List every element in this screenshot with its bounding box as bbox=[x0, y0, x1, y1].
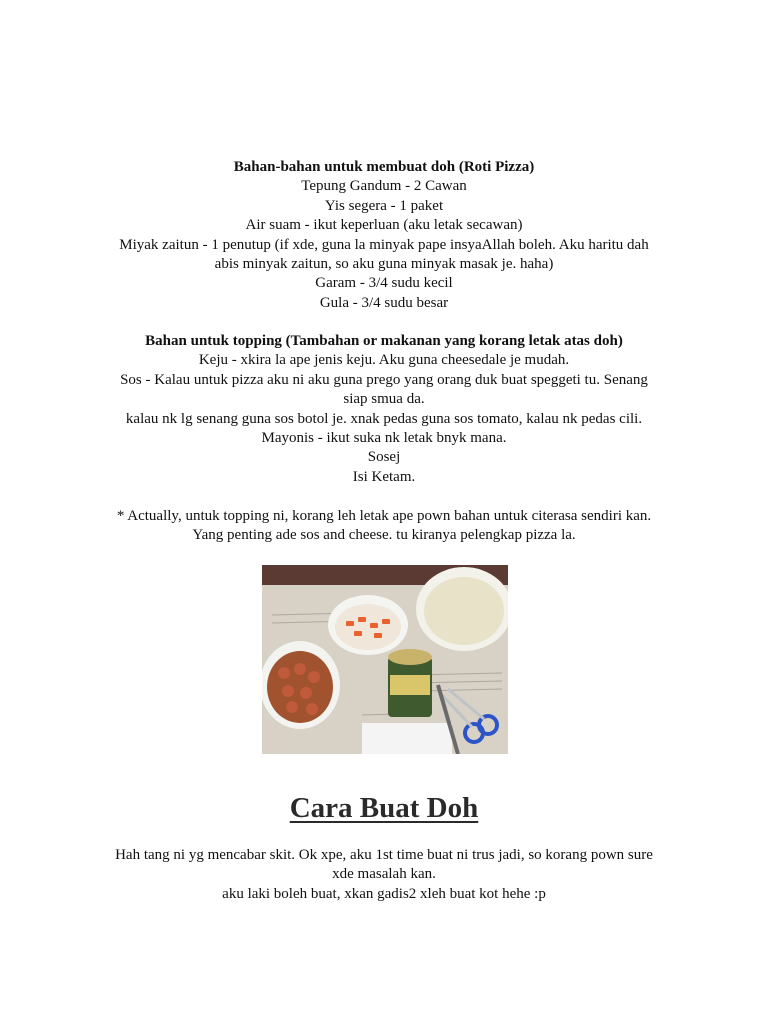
ingredients-photo-icon bbox=[262, 565, 508, 754]
ingredients-photo bbox=[262, 565, 508, 754]
method-line: xde masalah kan. bbox=[332, 866, 436, 883]
method-line: Hah tang ni yg mencabar skit. Ok xpe, aku 1st time buat ni trus jadi, so korang pown sure bbox=[115, 847, 653, 863]
method-line: aku laki boleh buat, xkan gadis2 xleh buat kot hehe :p bbox=[222, 885, 546, 902]
dough-ingredient-line: Tepung Gandum - 2 Cawan bbox=[301, 178, 467, 195]
topping-ingredient-line: Isi Ketam. bbox=[352, 468, 416, 485]
dough-ingredient-line: abis minyak zaitun, so aku guna minyak masak je. haha) bbox=[214, 256, 554, 273]
topping-ingredient-line: Mayonis - ikut suka nk letak bnyk mana. bbox=[261, 430, 507, 447]
topping-ingredient-line: siap smua da. bbox=[343, 391, 425, 408]
topping-ingredient-line: Sos - Kalau untuk pizza aku ni aku guna prego yang orang duk buat speggeti tu. Senang bbox=[120, 371, 648, 388]
dough-ingredient-line: Miyak zaitun - 1 penutup (if xde, guna la minyak pape insyaAllah boleh. Aku haritu dah bbox=[119, 236, 649, 253]
dough-ingredients-heading: Bahan-bahan untuk membuat doh (Roti Pizza) bbox=[233, 159, 535, 175]
dough-ingredient-line: Garam - 3/4 sudu kecil bbox=[315, 275, 453, 292]
topping-note bbox=[84, 507, 684, 546]
dough-ingredient-line: Yis segera - 1 paket bbox=[324, 197, 444, 214]
section-title: Cara Buat Doh bbox=[289, 792, 479, 824]
dough-ingredient-line: Gula - 3/4 sudu besar bbox=[319, 294, 449, 311]
topping-ingredient-line: kalau nk lg senang guna sos botol je. xnak pedas guna sos tomato, kalau nk pedas cili. bbox=[125, 410, 643, 427]
note-line: * Actually, untuk topping ni, korang leh letak ape pown bahan untuk citerasa sendiri kan. bbox=[116, 508, 652, 524]
dough-ingredients-section bbox=[84, 158, 684, 313]
topping-ingredients-heading: Bahan untuk topping (Tambahan or makanan yang korang letak atas doh) bbox=[145, 333, 623, 349]
dough-ingredient-line: Air suam - ikut keperluan (aku letak secawan) bbox=[245, 217, 523, 234]
note-line: Yang penting ade sos and cheese. tu kiranya pelengkap pizza la. bbox=[192, 527, 576, 544]
topping-ingredient-line: Sosej bbox=[367, 449, 401, 466]
topping-ingredient-line: Keju - xkira la ape jenis keju. Aku guna cheesedale je mudah. bbox=[198, 352, 570, 369]
topping-ingredients-section bbox=[84, 332, 684, 487]
method-section bbox=[84, 846, 684, 904]
